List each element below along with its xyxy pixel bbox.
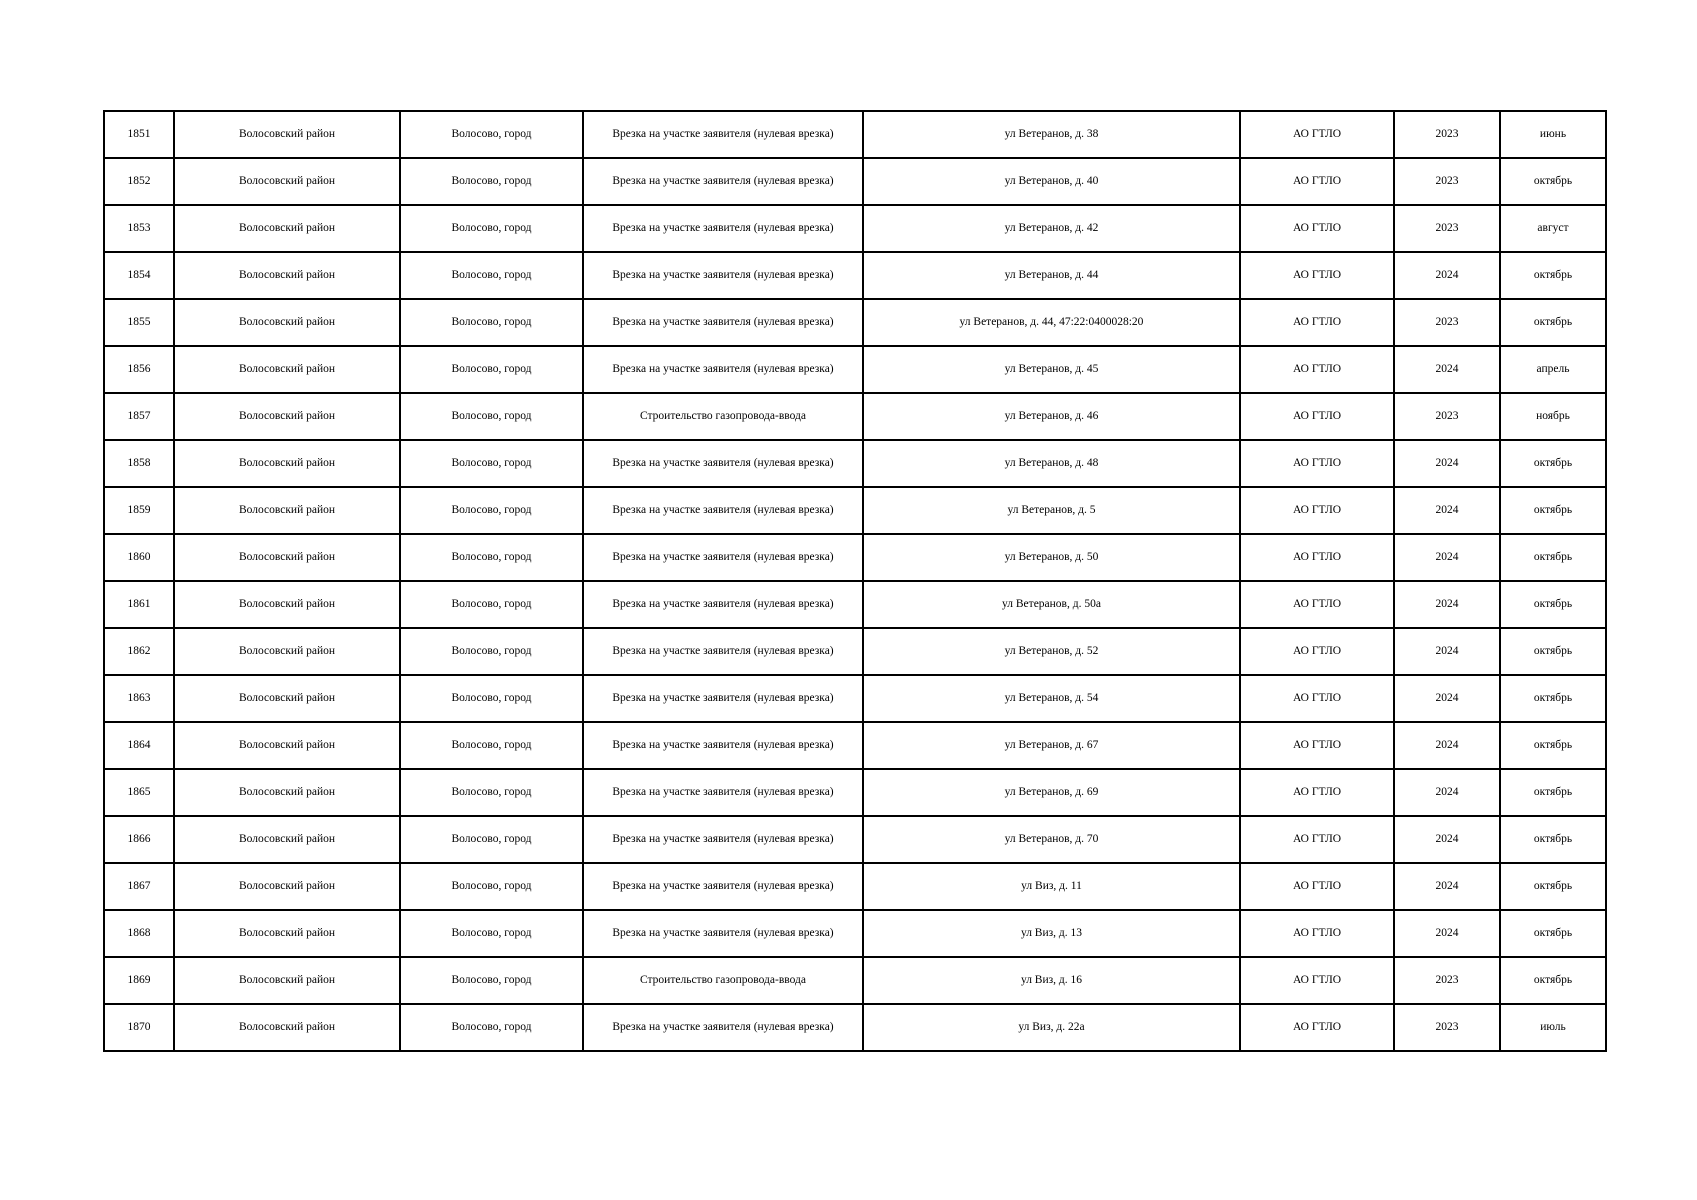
locality-cell: Волосово, город bbox=[400, 769, 583, 816]
work-type-cell: Строительство газопровода-ввода bbox=[583, 957, 863, 1004]
year-cell: 2024 bbox=[1394, 628, 1500, 675]
organization-cell: АО ГТЛО bbox=[1240, 111, 1394, 158]
year-cell: 2024 bbox=[1394, 581, 1500, 628]
district-cell: Волосовский район bbox=[174, 816, 400, 863]
locality-cell: Волосово, город bbox=[400, 487, 583, 534]
year-cell: 2023 bbox=[1394, 393, 1500, 440]
district-cell: Волосовский район bbox=[174, 534, 400, 581]
district-cell: Волосовский район bbox=[174, 581, 400, 628]
row-number-cell: 1862 bbox=[104, 628, 174, 675]
district-cell: Волосовский район bbox=[174, 1004, 400, 1051]
district-cell: Волосовский район bbox=[174, 393, 400, 440]
year-cell: 2024 bbox=[1394, 769, 1500, 816]
row-number-cell: 1867 bbox=[104, 863, 174, 910]
row-number-cell: 1868 bbox=[104, 910, 174, 957]
work-type-cell: Врезка на участке заявителя (нулевая врезка) bbox=[583, 863, 863, 910]
year-cell: 2024 bbox=[1394, 722, 1500, 769]
table-row bbox=[104, 675, 1606, 722]
district-cell: Волосовский район bbox=[174, 299, 400, 346]
locality-cell: Волосово, город bbox=[400, 1004, 583, 1051]
month-cell: октябрь bbox=[1500, 628, 1606, 675]
district-cell: Волосовский район bbox=[174, 722, 400, 769]
month-cell: август bbox=[1500, 205, 1606, 252]
year-cell: 2024 bbox=[1394, 910, 1500, 957]
table-row bbox=[104, 534, 1606, 581]
table-row bbox=[104, 910, 1606, 957]
work-type-cell: Врезка на участке заявителя (нулевая врезка) bbox=[583, 346, 863, 393]
locality-cell: Волосово, город bbox=[400, 393, 583, 440]
work-type-cell: Врезка на участке заявителя (нулевая врезка) bbox=[583, 440, 863, 487]
work-type-cell: Врезка на участке заявителя (нулевая врезка) bbox=[583, 158, 863, 205]
work-type-cell: Врезка на участке заявителя (нулевая врезка) bbox=[583, 628, 863, 675]
address-cell: ул Виз, д. 13 bbox=[863, 910, 1240, 957]
work-type-cell: Врезка на участке заявителя (нулевая врезка) bbox=[583, 722, 863, 769]
row-number-cell: 1870 bbox=[104, 1004, 174, 1051]
month-cell: апрель bbox=[1500, 346, 1606, 393]
row-number-cell: 1861 bbox=[104, 581, 174, 628]
address-cell: ул Ветеранов, д. 46 bbox=[863, 393, 1240, 440]
month-cell: октябрь bbox=[1500, 722, 1606, 769]
year-cell: 2024 bbox=[1394, 675, 1500, 722]
month-cell: октябрь bbox=[1500, 581, 1606, 628]
gasification-schedule-table bbox=[103, 110, 1607, 1052]
address-cell: ул Ветеранов, д. 44, 47:22:0400028:20 bbox=[863, 299, 1240, 346]
row-number-cell: 1860 bbox=[104, 534, 174, 581]
table-row bbox=[104, 252, 1606, 299]
address-cell: ул Ветеранов, д. 50а bbox=[863, 581, 1240, 628]
address-cell: ул Ветеранов, д. 67 bbox=[863, 722, 1240, 769]
address-cell: ул Ветеранов, д. 44 bbox=[863, 252, 1240, 299]
table-row bbox=[104, 769, 1606, 816]
organization-cell: АО ГТЛО bbox=[1240, 158, 1394, 205]
address-cell: ул Ветеранов, д. 40 bbox=[863, 158, 1240, 205]
year-cell: 2023 bbox=[1394, 957, 1500, 1004]
row-number-cell: 1851 bbox=[104, 111, 174, 158]
work-type-cell: Врезка на участке заявителя (нулевая врезка) bbox=[583, 910, 863, 957]
organization-cell: АО ГТЛО bbox=[1240, 393, 1394, 440]
organization-cell: АО ГТЛО bbox=[1240, 863, 1394, 910]
row-number-cell: 1866 bbox=[104, 816, 174, 863]
address-cell: ул Ветеранов, д. 45 bbox=[863, 346, 1240, 393]
address-cell: ул Ветеранов, д. 69 bbox=[863, 769, 1240, 816]
address-cell: ул Ветеранов, д. 70 bbox=[863, 816, 1240, 863]
locality-cell: Волосово, город bbox=[400, 534, 583, 581]
district-cell: Волосовский район bbox=[174, 158, 400, 205]
row-number-cell: 1869 bbox=[104, 957, 174, 1004]
organization-cell: АО ГТЛО bbox=[1240, 1004, 1394, 1051]
year-cell: 2023 bbox=[1394, 1004, 1500, 1051]
row-number-cell: 1864 bbox=[104, 722, 174, 769]
month-cell: июнь bbox=[1500, 111, 1606, 158]
month-cell: октябрь bbox=[1500, 816, 1606, 863]
locality-cell: Волосово, город bbox=[400, 863, 583, 910]
year-cell: 2023 bbox=[1394, 205, 1500, 252]
locality-cell: Волосово, город bbox=[400, 581, 583, 628]
table-row bbox=[104, 299, 1606, 346]
district-cell: Волосовский район bbox=[174, 769, 400, 816]
work-type-cell: Врезка на участке заявителя (нулевая врезка) bbox=[583, 816, 863, 863]
table-row bbox=[104, 346, 1606, 393]
month-cell: октябрь bbox=[1500, 487, 1606, 534]
year-cell: 2023 bbox=[1394, 299, 1500, 346]
organization-cell: АО ГТЛО bbox=[1240, 581, 1394, 628]
table-row bbox=[104, 205, 1606, 252]
table-row bbox=[104, 440, 1606, 487]
row-number-cell: 1857 bbox=[104, 393, 174, 440]
district-cell: Волосовский район bbox=[174, 205, 400, 252]
work-type-cell: Врезка на участке заявителя (нулевая врезка) bbox=[583, 675, 863, 722]
work-type-cell: Врезка на участке заявителя (нулевая врезка) bbox=[583, 769, 863, 816]
year-cell: 2024 bbox=[1394, 252, 1500, 299]
district-cell: Волосовский район bbox=[174, 487, 400, 534]
district-cell: Волосовский район bbox=[174, 675, 400, 722]
row-number-cell: 1859 bbox=[104, 487, 174, 534]
address-cell: ул Ветеранов, д. 50 bbox=[863, 534, 1240, 581]
organization-cell: АО ГТЛО bbox=[1240, 205, 1394, 252]
month-cell: ноябрь bbox=[1500, 393, 1606, 440]
work-type-cell: Врезка на участке заявителя (нулевая врезка) bbox=[583, 487, 863, 534]
address-cell: ул Ветеранов, д. 54 bbox=[863, 675, 1240, 722]
month-cell: октябрь bbox=[1500, 957, 1606, 1004]
organization-cell: АО ГТЛО bbox=[1240, 299, 1394, 346]
locality-cell: Волосово, город bbox=[400, 252, 583, 299]
month-cell: октябрь bbox=[1500, 863, 1606, 910]
organization-cell: АО ГТЛО bbox=[1240, 628, 1394, 675]
table-row bbox=[104, 158, 1606, 205]
district-cell: Волосовский район bbox=[174, 440, 400, 487]
table-row bbox=[104, 487, 1606, 534]
table-row bbox=[104, 628, 1606, 675]
table-row bbox=[104, 957, 1606, 1004]
year-cell: 2023 bbox=[1394, 158, 1500, 205]
organization-cell: АО ГТЛО bbox=[1240, 910, 1394, 957]
row-number-cell: 1855 bbox=[104, 299, 174, 346]
locality-cell: Волосово, город bbox=[400, 675, 583, 722]
year-cell: 2024 bbox=[1394, 816, 1500, 863]
month-cell: октябрь bbox=[1500, 534, 1606, 581]
organization-cell: АО ГТЛО bbox=[1240, 957, 1394, 1004]
year-cell: 2024 bbox=[1394, 346, 1500, 393]
work-type-cell: Строительство газопровода-ввода bbox=[583, 393, 863, 440]
address-cell: ул Ветеранов, д. 42 bbox=[863, 205, 1240, 252]
table-body bbox=[104, 111, 1606, 1051]
address-cell: ул Виз, д. 11 bbox=[863, 863, 1240, 910]
work-type-cell: Врезка на участке заявителя (нулевая врезка) bbox=[583, 111, 863, 158]
work-type-cell: Врезка на участке заявителя (нулевая врезка) bbox=[583, 581, 863, 628]
address-cell: ул Ветеранов, д. 48 bbox=[863, 440, 1240, 487]
organization-cell: АО ГТЛО bbox=[1240, 487, 1394, 534]
district-cell: Волосовский район bbox=[174, 863, 400, 910]
row-number-cell: 1854 bbox=[104, 252, 174, 299]
month-cell: октябрь bbox=[1500, 158, 1606, 205]
district-cell: Волосовский район bbox=[174, 628, 400, 675]
organization-cell: АО ГТЛО bbox=[1240, 534, 1394, 581]
month-cell: октябрь bbox=[1500, 675, 1606, 722]
row-number-cell: 1865 bbox=[104, 769, 174, 816]
year-cell: 2024 bbox=[1394, 534, 1500, 581]
address-cell: ул Ветеранов, д. 52 bbox=[863, 628, 1240, 675]
month-cell: октябрь bbox=[1500, 769, 1606, 816]
locality-cell: Волосово, город bbox=[400, 346, 583, 393]
row-number-cell: 1863 bbox=[104, 675, 174, 722]
address-cell: ул Ветеранов, д. 38 bbox=[863, 111, 1240, 158]
locality-cell: Волосово, город bbox=[400, 816, 583, 863]
organization-cell: АО ГТЛО bbox=[1240, 769, 1394, 816]
organization-cell: АО ГТЛО bbox=[1240, 346, 1394, 393]
row-number-cell: 1858 bbox=[104, 440, 174, 487]
year-cell: 2024 bbox=[1394, 863, 1500, 910]
row-number-cell: 1853 bbox=[104, 205, 174, 252]
table-row bbox=[104, 1004, 1606, 1051]
work-type-cell: Врезка на участке заявителя (нулевая врезка) bbox=[583, 252, 863, 299]
district-cell: Волосовский район bbox=[174, 111, 400, 158]
address-cell: ул Виз, д. 16 bbox=[863, 957, 1240, 1004]
table-row bbox=[104, 111, 1606, 158]
table-row bbox=[104, 722, 1606, 769]
organization-cell: АО ГТЛО bbox=[1240, 252, 1394, 299]
locality-cell: Волосово, город bbox=[400, 440, 583, 487]
row-number-cell: 1856 bbox=[104, 346, 174, 393]
address-cell: ул Виз, д. 22а bbox=[863, 1004, 1240, 1051]
district-cell: Волосовский район bbox=[174, 910, 400, 957]
locality-cell: Волосово, город bbox=[400, 111, 583, 158]
address-cell: ул Ветеранов, д. 5 bbox=[863, 487, 1240, 534]
row-number-cell: 1852 bbox=[104, 158, 174, 205]
year-cell: 2024 bbox=[1394, 440, 1500, 487]
locality-cell: Волосово, город bbox=[400, 299, 583, 346]
month-cell: октябрь bbox=[1500, 910, 1606, 957]
organization-cell: АО ГТЛО bbox=[1240, 722, 1394, 769]
locality-cell: Волосово, город bbox=[400, 957, 583, 1004]
organization-cell: АО ГТЛО bbox=[1240, 816, 1394, 863]
locality-cell: Волосово, город bbox=[400, 628, 583, 675]
work-type-cell: Врезка на участке заявителя (нулевая врезка) bbox=[583, 534, 863, 581]
year-cell: 2023 bbox=[1394, 111, 1500, 158]
work-type-cell: Врезка на участке заявителя (нулевая врезка) bbox=[583, 299, 863, 346]
table-row bbox=[104, 393, 1606, 440]
district-cell: Волосовский район bbox=[174, 957, 400, 1004]
table-row bbox=[104, 863, 1606, 910]
locality-cell: Волосово, город bbox=[400, 158, 583, 205]
locality-cell: Волосово, город bbox=[400, 910, 583, 957]
district-cell: Волосовский район bbox=[174, 346, 400, 393]
organization-cell: АО ГТЛО bbox=[1240, 675, 1394, 722]
table-row bbox=[104, 581, 1606, 628]
work-type-cell: Врезка на участке заявителя (нулевая врезка) bbox=[583, 205, 863, 252]
locality-cell: Волосово, город bbox=[400, 722, 583, 769]
district-cell: Волосовский район bbox=[174, 252, 400, 299]
work-type-cell: Врезка на участке заявителя (нулевая врезка) bbox=[583, 1004, 863, 1051]
table-row bbox=[104, 816, 1606, 863]
month-cell: октябрь bbox=[1500, 252, 1606, 299]
year-cell: 2024 bbox=[1394, 487, 1500, 534]
month-cell: октябрь bbox=[1500, 299, 1606, 346]
month-cell: июль bbox=[1500, 1004, 1606, 1051]
month-cell: октябрь bbox=[1500, 440, 1606, 487]
organization-cell: АО ГТЛО bbox=[1240, 440, 1394, 487]
locality-cell: Волосово, город bbox=[400, 205, 583, 252]
